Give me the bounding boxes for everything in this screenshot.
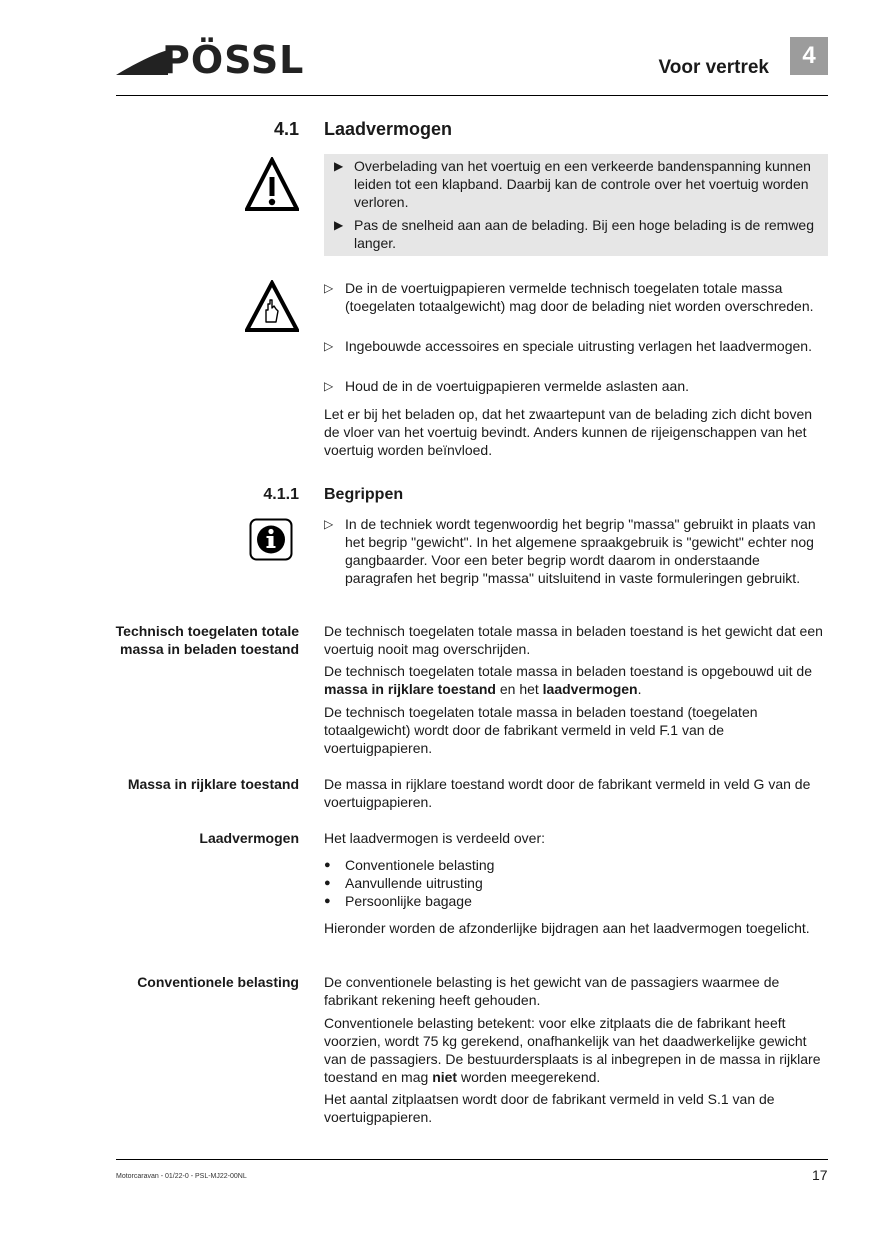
definition-text: Conventionele belasting betekent: voor elke zitplaats die de fabrikant heeft voorzien, wordt 75 kg gerekend, onafhankelijk van het daadwerkelijke gewicht van de passagiers. De bestuurdersplaats is al inbegrepen in de massa in rijklare toestand en mag niet worden meegerekend. — [324, 1015, 821, 1085]
page-number: 17 — [812, 1167, 828, 1183]
definition-text: De conventionele belasting is het gewicht van de passagiers waarmee de fabrikant rekening heeft gehouden. — [324, 974, 780, 1008]
open-arrow-bullet-icon: ▷ — [324, 281, 334, 295]
footer-divider — [116, 1159, 828, 1160]
warning-item: ▶ Pas de snelheid aan aan de belading. Bij een hoge belading is de remweg langer. — [334, 217, 815, 251]
definition-text: De technisch toegelaten totale massa in beladen toestand (toegelaten totaalgewicht) wordt door de fabrikant vermeld in veld F.1 van de voertuigpapieren. — [324, 704, 758, 756]
definition-text: De technisch toegelaten totale massa in beladen toestand is opgebouwd uit de massa in rijklare toestand en het laadvermogen. — [324, 663, 813, 697]
bullet-icon: ● — [324, 895, 331, 907]
chapter-number: 4 — [790, 37, 828, 75]
definition-label: Conventionele belasting — [137, 974, 299, 990]
caution-item: ▷ Ingebouwde accessoires en speciale uitrusting verlagen het laadvermogen. — [324, 338, 812, 354]
definition-text: De technisch toegelaten totale massa in beladen toestand is het gewicht dat een voertuig nooit mag overschrijden. — [324, 623, 823, 657]
open-arrow-bullet-icon: ▷ — [324, 339, 334, 353]
caution-hand-icon — [245, 280, 299, 333]
caution-item: ▷ Houd de in de voertuigpapieren vermelde aslasten aan. — [324, 378, 690, 394]
subsection-heading: Begrippen — [324, 486, 404, 503]
definition-text: Het aantal zitplaatsen wordt door de fabrikant vermeld in veld S.1 van de voertuigpapieren. — [324, 1091, 775, 1125]
bullet-icon: ● — [324, 877, 331, 889]
section-title: Voor vertrek — [658, 57, 769, 78]
open-arrow-bullet-icon: ▷ — [324, 379, 334, 393]
caution-item: ▷ De in de voertuigpapieren vermelde technisch toegelaten totale massa (toegelaten totaalgewicht) mag door de belading niet worden overschreden. — [324, 280, 814, 314]
arrow-bullet-icon: ▶ — [334, 159, 344, 173]
document-reference: Motorcaravan - 01/22-0 - PSL-MJ22-00NL — [116, 1173, 247, 1180]
definition-label: Technisch toegelaten totale massa in beladen toestand — [115, 623, 299, 657]
info-item: ▷ In de techniek wordt tegenwoordig het begrip "massa" gebruikt in plaats van het begrip "gewicht". In het algemene spraakgebruik is "gewicht" echter nog gangbaarder. Voor een beter begrip wordt daarom in onderstaande paragrafen het begrip "massa" uitsluitend in vaste formuleringen gebruikt. — [324, 516, 816, 586]
list-item: ● Conventionele belasting — [324, 857, 495, 873]
subsection-number: 4.1.1 — [263, 486, 299, 503]
brand-logo — [116, 38, 328, 82]
arrow-bullet-icon: ▶ — [334, 218, 344, 232]
section-heading: Laadvermogen — [324, 119, 453, 139]
section-number: 4.1 — [273, 119, 299, 139]
definition-label: Massa in rijklare toestand — [127, 776, 299, 792]
header-divider — [116, 95, 828, 96]
definition-text: De massa in rijklare toestand wordt door de fabrikant vermeld in veld G van de voertuigpapieren. — [324, 776, 811, 810]
logo-text: PÖSSL — [162, 38, 305, 82]
bullet-icon: ● — [324, 859, 331, 871]
list-item: ● Aanvullende uitrusting — [324, 875, 483, 891]
warning-icon — [245, 157, 299, 212]
warning-item: ▶ Overbelading van het voertuig en een verkeerde bandenspanning kunnen leiden tot een klapband. Daarbij kan de controle over het voertuig worden verloren. — [334, 158, 811, 210]
definition-text: Het laadvermogen is verdeeld over: — [324, 830, 546, 846]
open-arrow-bullet-icon: ▷ — [324, 517, 334, 531]
definition-label: Laadvermogen — [199, 830, 299, 846]
list-item: ● Persoonlijke bagage — [324, 893, 472, 909]
info-icon — [249, 518, 293, 561]
paragraph: Let er bij het beladen op, dat het zwaartepunt van de belading zich dicht boven de vloer van het voertuig bevindt. Anders kunnen de rijeigenschappen van het voertuig worden beïnvloed. — [324, 406, 813, 458]
definition-text: Hieronder worden de afzonderlijke bijdragen aan het laadvermogen toegelicht. — [324, 920, 810, 936]
